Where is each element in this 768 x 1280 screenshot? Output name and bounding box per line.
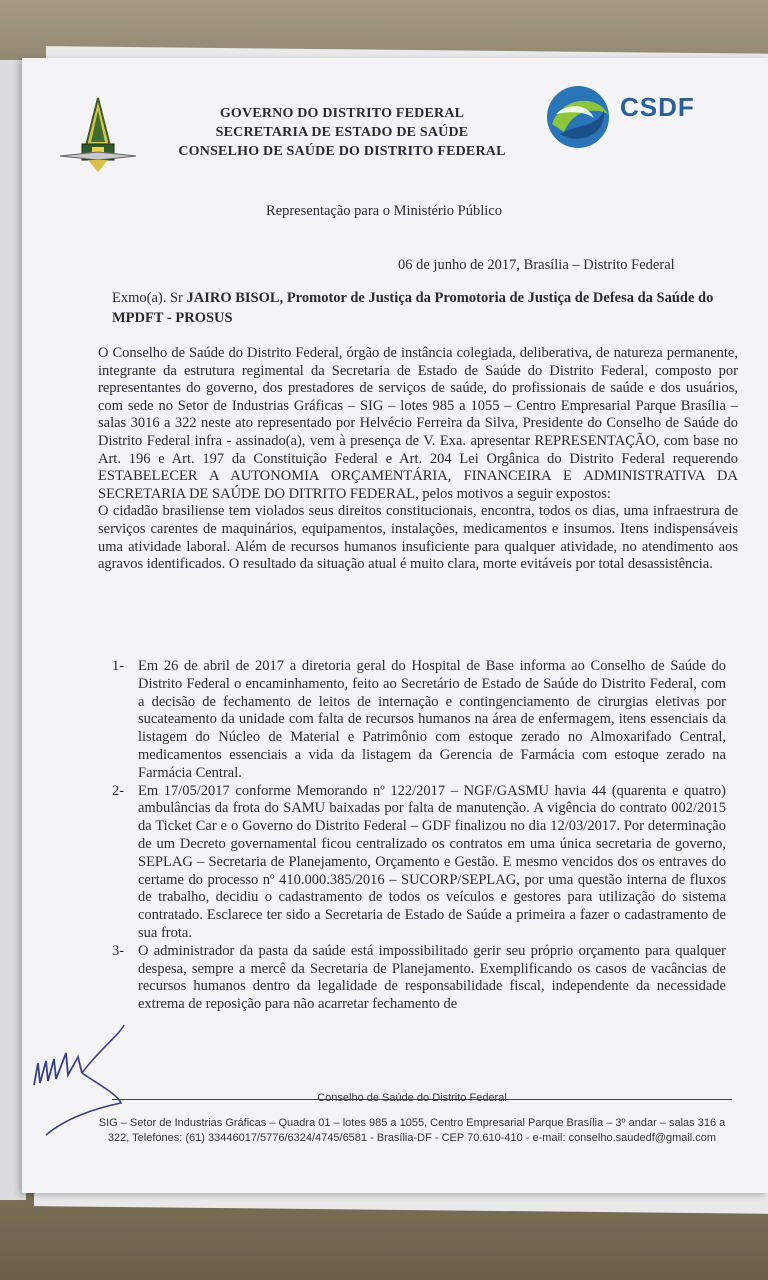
footer-address: SIG – Setor de Industrias Gráficas – Quadra 01 – lotes 985 a 1055, Centro Empresarial Parque Brasília – 3º andar – salas 316 a [98,1117,726,1129]
brasilia-crest-icon [58,96,138,176]
list-item-text: Em 26 de abril de 2017 a diretoria geral do Hospital de Base informa ao Conselho de Saúde do Distrito Federal o encaminhamento, feito ao Secretário de Estado de Saúde do Distrito Federal, com a decisão de fechamento de leitos de internação e contingenciamento de cirurgias eletivas por sucateamento da unidade com falta de recursos humanos na área de enfermagem, itens essenciais da listagem do Núcleo de Material e Patrimônio com estoque zerado no Almoxarifado Central, medicamentos essenciais a vida da listagem da Gerencia de Farmácia com estoque zerado na Farmácia Central. [138,658,726,781]
paragraph-intro: O Conselho de Saúde do Distrito Federal, órgão de instância colegiada, deliberativa, de natureza permanente, integrante da estrutura regimental da Secretaria de Estado de Saúde do Distrito Federal, composto por representantes do governo, dos prestadores de serviços de saúde, do profissionais de saúde e dos usuários, com sede no Setor de Industrias Gráficas – SIG – lotes 985 a 1055 – Centro Empresarial Parque Brasília – salas 3016 a 322 neste ato representado por Helvécio Ferreira da Silva, Presidente do Conselho de Saúde do Distrito Federal infra - assinado(a), vem à presença de V. Exa. apresentar REPRESENTAÇÃO, com base no Art. 196 e Art. 197 da Constituição Federal e Art. 204 Lei Orgânica do Distrito Federal requerendo ESTABELECER A AUTONOMIA ORÇAMENTÁRIA, FINANCEIRA E ADMINISTRATIVA DA SECRETARIA DE SAÚDE DO DITRITO FEDERAL, pelos motivos a seguir expostos: [98,345,738,502]
header-council: CONSELHO DE SAÚDE DO DISTRITO FEDERAL [178,144,506,159]
document-body [98,345,738,574]
document-title: Representação para o Ministério Público [266,203,502,219]
list-item-number: 2- [112,782,125,799]
header-secretariat: SECRETARIA DE ESTADO DE SAÚDE [215,125,469,140]
numbered-list [114,658,726,1014]
list-item-text: Em 17/05/2017 conforme Memorando nº 122/2017 – NGF/GASMU havia 44 (quarenta e quatro) ambulâncias da frota do SAMU baixadas por falta de manutenção. A vigência do contrato 002/2015 da Ticket Car e o Governo do Distrito Federal – GDF finalizou no dia 12/03/2017. Por determinação de um Decreto governamental ficou centralizado os contratos em uma única secretaria de governo, SEPLAG – Secretaria de Planejamento, Orçamento e Gestão. E mesmo vencidos dos os entraves do certame do processo nº 410.000.385/2016 – SUCORP/SEPLAG, por uma questão interna de fluxos de trabalho, decidiu o cadastramento de todos os veículos e gestores para utilização do sistema contratado. Esclarece ter sido a Secretaria de Estado de Saúde a primeira a fazer o cadastramento de sua frota. [138,782,726,941]
footer-contact: 322, Telefones: (61) 33446017/5776/6324/4745/6581 - Brasília-DF - CEP 70.610-410 - e-mail: conselho.saudedf@gmail.com [107,1132,717,1144]
addressee-prefix: Exmo(a). Sr [112,290,187,306]
csdf-logo-text: CSDF [620,92,695,122]
letterhead [152,104,532,161]
footer [92,1091,732,1146]
document-date: 06 de junho de 2017, Brasília – Distrito Federal [398,257,675,273]
list-item-number: 1- [112,658,125,674]
addressee-title: , Promotor de Justiça da Promotoria de Justiça de Defesa da Saúde do MPDFT - PROSUS [112,290,714,326]
list-item [114,783,726,943]
list-item [114,943,726,1014]
header-government: GOVERNO DO DISTRITO FEDERAL [219,106,465,121]
document-page [22,58,768,1193]
list-item-number: 3- [112,942,125,959]
addressee-name: JAIRO BISOL [186,290,280,306]
footer-council-name: Conselho de Saúde do Distrito Federal [317,1092,507,1104]
addressee [112,288,732,328]
paragraph-context: O cidadão brasiliense tem violados seus direitos constitucionais, encontra, todos os dias, uma infraestrura de serviços carentes de maquinários, equipamentos, instalações, medicamentos e insumos. Itens indispensáveis uma atividade laboral. Além de recursos humanos insuficiente para qualquer atividade, no atendimento aos agravos identificados. O resultado da situação atual é muito clara, morte evitáveis por total desassistência. [98,503,738,573]
list-item [114,658,726,783]
list-item-text: O administrador da pasta da saúde está impossibilitado gerir seu próprio orçamento para qualquer despesa, sempre a mercê da Secretaria de Planejamento. Exemplificando os casos de vacâncias de recursos humanos dentro da legalidade de responsabilidade fiscal, independente da necessidade extrema de reposição para não acarretar fechamento de [138,942,726,1013]
